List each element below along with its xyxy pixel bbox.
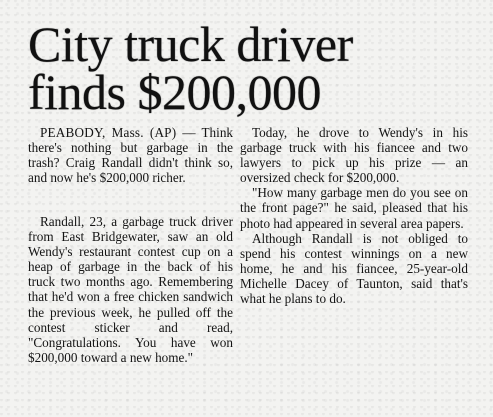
paragraph-4: "How many garbage men do you see on the front page?" he said, pleased that his photo had appeared in several area papers. — [240, 185, 468, 231]
dateline: PEABODY, Mass. (AP) — — [40, 125, 196, 140]
headline-line-1: City truck driver — [28, 16, 353, 72]
paragraph-2: Randall, 23, a garbage truck driver from East Bridgewater, saw an old Wendy's restaurant contest cup on a heap of garbage in the back of his truck two months ago. Remembering that he'd won a free chicken sandwich the previous week, he pulled off the contest sticker and read, "Congratulations. You have won $200,000 toward a new home." — [28, 214, 233, 365]
right-column — [240, 125, 468, 306]
left-column-bottom — [28, 214, 233, 365]
paragraph-3: Today, he drove to Wendy's in his garbage truck with his fiancee and two lawyers to pick up his prize — an oversized check for $200,000. — [240, 125, 468, 186]
headline — [28, 16, 468, 120]
paragraph-5: Although Randall is not obliged to spend his contest winnings on a new home, he and his fiancee, 25-year-old Michelle Dacey of Taunton, said that's what he plans to do. — [240, 230, 468, 307]
headline-line-2: finds $200,000 — [28, 64, 321, 120]
left-column-top — [28, 125, 233, 185]
paragraph-1: Think there's nothing but garbage in the trash? Craig Randall didn't think so, and now he's $200,000 richer. — [28, 125, 234, 186]
